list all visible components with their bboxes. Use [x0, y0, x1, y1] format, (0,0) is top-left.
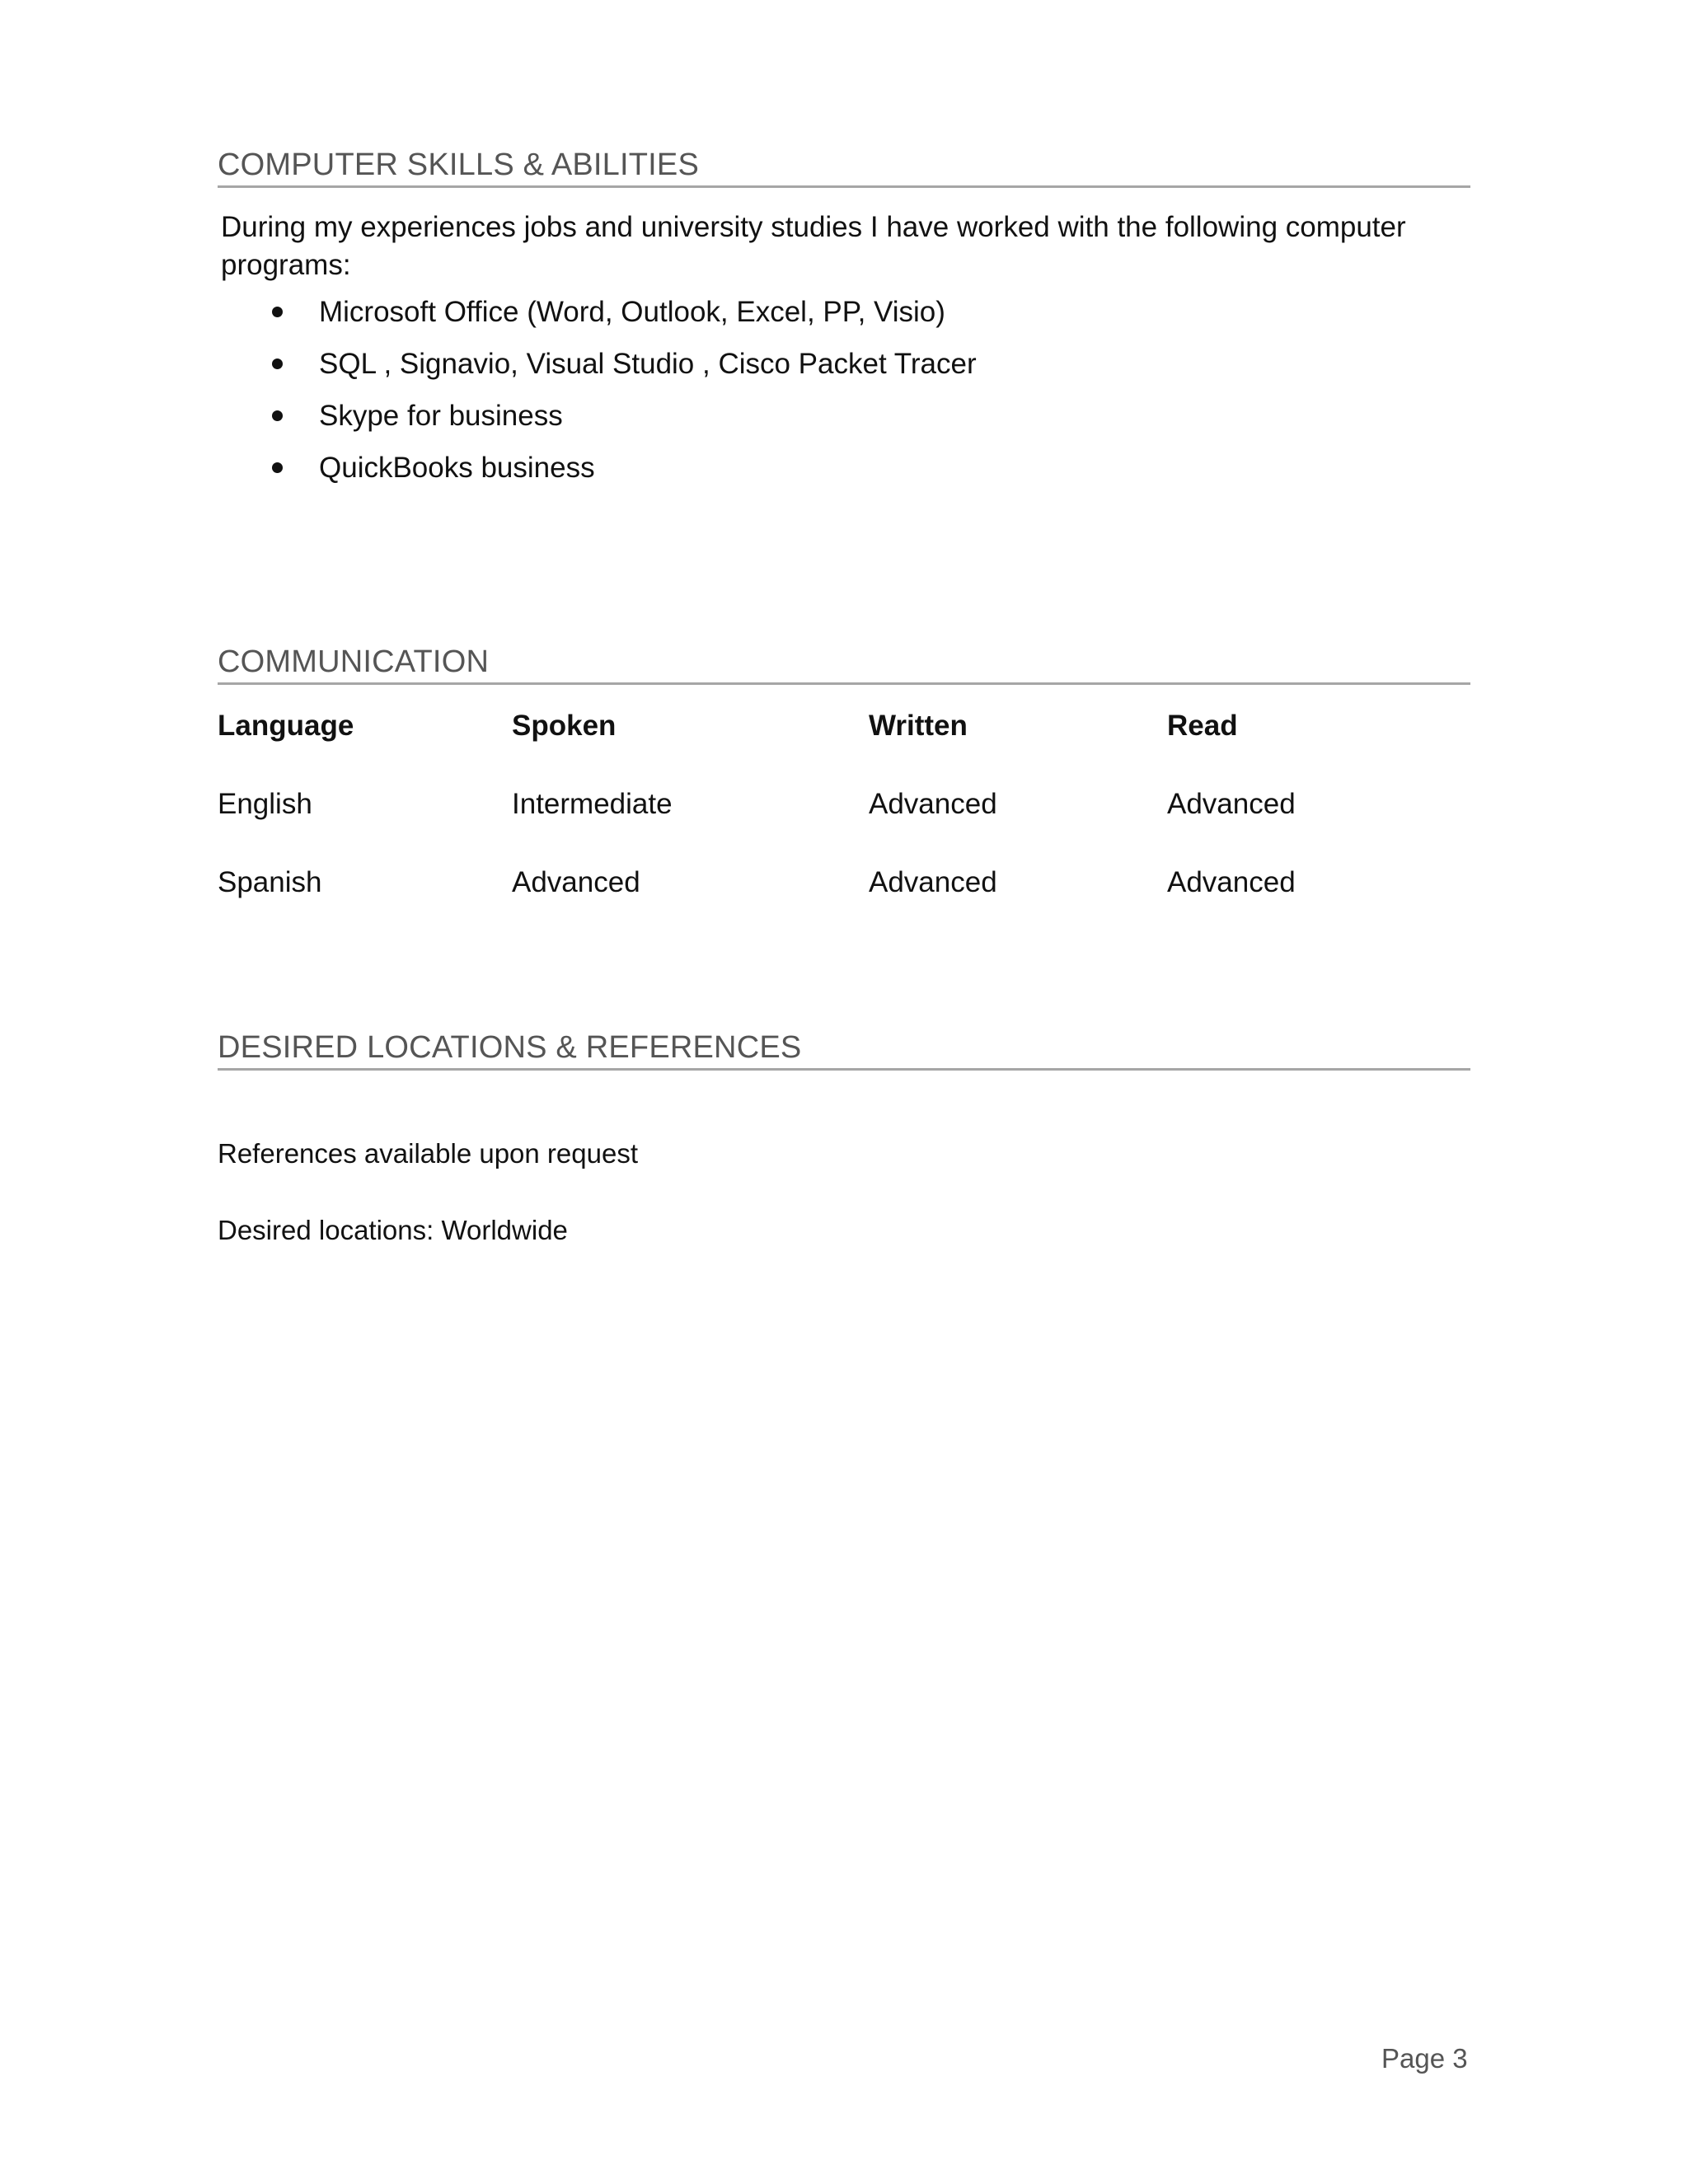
column-header-spoken: Spoken — [512, 710, 617, 742]
table-cell-written: Advanced — [869, 788, 997, 820]
list-item — [272, 345, 977, 397]
desired-locations-text: Desired locations: Worldwide — [218, 1215, 568, 1245]
column-header-written: Written — [869, 710, 968, 742]
table-cell-read: Advanced — [1167, 788, 1296, 820]
column-header-language: Language — [218, 710, 354, 742]
bullet-icon — [272, 410, 283, 421]
table-cell-language: Spanish — [218, 866, 322, 898]
locations-references-heading: DESIRED LOCATIONS & REFERENCES — [218, 1029, 1470, 1071]
references-text: References available upon request — [218, 1138, 639, 1169]
table-row — [218, 785, 1470, 864]
list-item — [272, 397, 977, 449]
language-table — [218, 707, 1470, 942]
list-item-text: Skype for business — [319, 400, 563, 432]
computer-skills-heading: COMPUTER SKILLS & ABILITIES — [218, 146, 1470, 188]
table-row — [218, 864, 1470, 942]
table-header-row — [218, 707, 1470, 785]
bullet-icon — [272, 462, 283, 473]
table-cell-read: Advanced — [1167, 866, 1296, 898]
table-cell-spoken: Intermediate — [512, 788, 673, 820]
communication-heading: COMMUNICATION — [218, 643, 1470, 685]
column-header-read: Read — [1167, 710, 1238, 742]
computer-skills-intro-line-2: programs: — [221, 249, 351, 281]
computer-skills-intro-line-1: During my experiences jobs and university studies I have worked with the following computer — [221, 211, 1406, 243]
computer-skills-list — [272, 293, 977, 501]
list-item-text: SQL , Signavio, Visual Studio , Cisco Packet Tracer — [319, 348, 977, 380]
table-cell-language: English — [218, 788, 312, 820]
table-cell-written: Advanced — [869, 866, 997, 898]
list-item — [272, 293, 977, 345]
page-number: Page 3 — [1381, 2043, 1468, 2074]
list-item — [272, 449, 977, 501]
bullet-icon — [272, 307, 283, 317]
table-cell-spoken: Advanced — [512, 866, 640, 898]
list-item-text: Microsoft Office (Word, Outlook, Excel, PP, Visio) — [319, 296, 945, 328]
bullet-icon — [272, 359, 283, 369]
list-item-text: QuickBooks business — [319, 452, 595, 484]
